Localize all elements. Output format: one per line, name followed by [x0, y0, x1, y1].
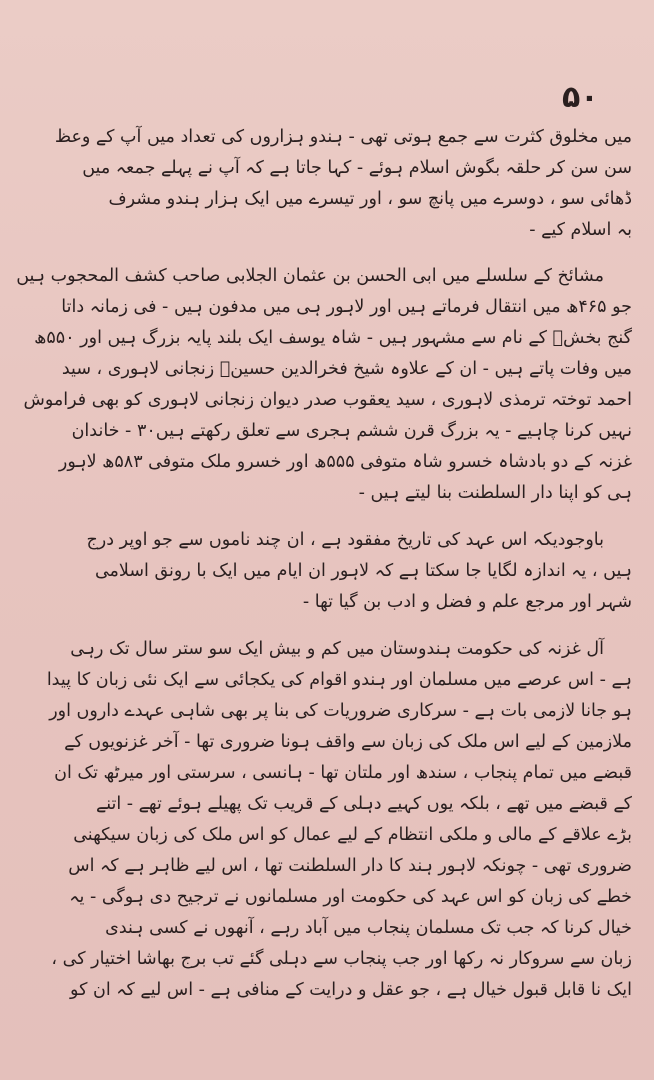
text-line: قبضے میں تمام پنجاب ، سندھ اور ملتان تھا - ہانسی ، سرستی اور میرٹھ تک ان	[54, 763, 632, 783]
text-line: شہر اور مرجع علم و فضل و ادب بن گیا تھا -	[302, 592, 632, 612]
paragraph-2	[16, 261, 632, 509]
paragraph-1	[40, 122, 632, 246]
text-line: زبان سے سروکار نہ رکھا اور جب پنجاب سے دہلی گئے تب برج بھاشا اختیار کی ،	[51, 949, 632, 969]
text-line: بہ اسلام کیے -	[529, 220, 632, 240]
text-line: میں وفات پاتے ہیں - ان کے علاوہ شیخ فخرالدین حسینؒ زنجانی لاہوری ، سید	[61, 359, 632, 379]
text-line: ملازمین کے لیے اس ملک کی زبان سے واقف ہونا ضروری تھا - آخر غزنویوں کے	[64, 732, 632, 752]
text-line: میں مخلوق کثرت سے جمع ہوتی تھی - ہندو ہزاروں کی تعداد میں آپ کے وعظ	[54, 127, 632, 147]
text-line: باوجودیکہ اس عہد کی تاریخ مفقود ہے ، ان چند ناموں سے جو اوپر درج	[86, 530, 604, 550]
text-line: سن سن کر حلقہ بگوش اسلام ہوئے - کہا جاتا ہے کہ آپ نے پہلے جمعہ میں	[82, 158, 632, 178]
text-line: نہیں کرنا چاہیے - یہ بزرگ قرن ششم ہجری سے تعلق رکھتے ہیں۳۰ - خاندان	[71, 421, 632, 441]
text-line: خیال کرنا کہ جب تک مسلمان پنجاب میں آباد رہے ، آنھوں نے کسی ہندی	[105, 918, 632, 938]
text-line: جو ۴۶۵ھ میں انتقال فرماتے ہیں اور لاہور ہی میں مدفون ہیں - فی زمانہ داتا	[61, 297, 632, 317]
text-line: گنج بخشؒ کے نام سے مشہور ہیں - شاہ یوسف ایک بلند پایہ بزرگ ہیں اور ۵۵۰ھ	[34, 328, 632, 348]
text-line: ہی کو اپنا دار السلطنت بنا لیتے ہیں -	[358, 483, 632, 503]
paragraph-4	[40, 634, 632, 1006]
text-line: کے قبضے میں تھے ، بلکہ یوں کہیے دہلی کے قریب تک پھیلے ہوئے تھے - اتنے	[95, 794, 632, 814]
text-line: ڈھائی سو ، دوسرے میں پانچ سو ، اور تیسرے میں ایک ہزار ہندو مشرف	[108, 189, 632, 209]
text-line: ضروری تھی - چونکہ لاہور ہند کا دار السلطنت تھا ، اس لیے ظاہر ہے کہ اس	[68, 856, 632, 876]
text-line: بڑے علاقے کے مالی و ملکی انتظام کے لیے عمال کو اس ملک کی زبان سیکھنی	[73, 825, 632, 845]
text-line: غزنہ کے دو بادشاہ خسرو شاہ متوفی ۵۵۵ھ اور خسرو ملک متوفی ۵۸۳ھ لاہور	[58, 452, 632, 472]
text-line: احمد توختہ ترمذی لاہوری ، سید یعقوب صدر دیوان زنجانی لاہوری کو بھی فراموش	[23, 390, 632, 410]
text-line: ایک نا قابل قبول خیال ہے ، جو عقل و درایت کے منافی ہے - اس لیے کہ ان کو	[70, 980, 632, 1000]
text-line: خطے کی زبان کو اس عہد کی حکومت اور مسلمانوں نے ترجیح دی ہوگی - یہ	[69, 887, 632, 907]
text-line: ہیں ، یہ اندازہ لگایا جا سکتا ہے کہ لاہور ان ایام میں ایک با رونق اسلامی	[94, 561, 632, 581]
text-line: ہو جانا لازمی بات ہے - سرکاری ضروریات کی بنا پر بھی شاہی عہدے داروں اور	[49, 701, 632, 721]
page-number: ۵۰	[562, 80, 599, 115]
paragraph-3	[40, 525, 632, 618]
text-line: ہے - اس عرصے میں مسلمان اور ہندو اقوام کی یکجائی سے ایک نئی زبان کا پیدا	[46, 670, 632, 690]
text-line: آل غزنہ کی حکومت ہندوستان میں کم و بیش ایک سو ستر سال تک رہی	[70, 639, 604, 659]
text-line: مشائخ کے سلسلے میں ابی الحسن بن عثمان الجلابی صاحب کشف المحجوب ہیں	[16, 266, 604, 286]
